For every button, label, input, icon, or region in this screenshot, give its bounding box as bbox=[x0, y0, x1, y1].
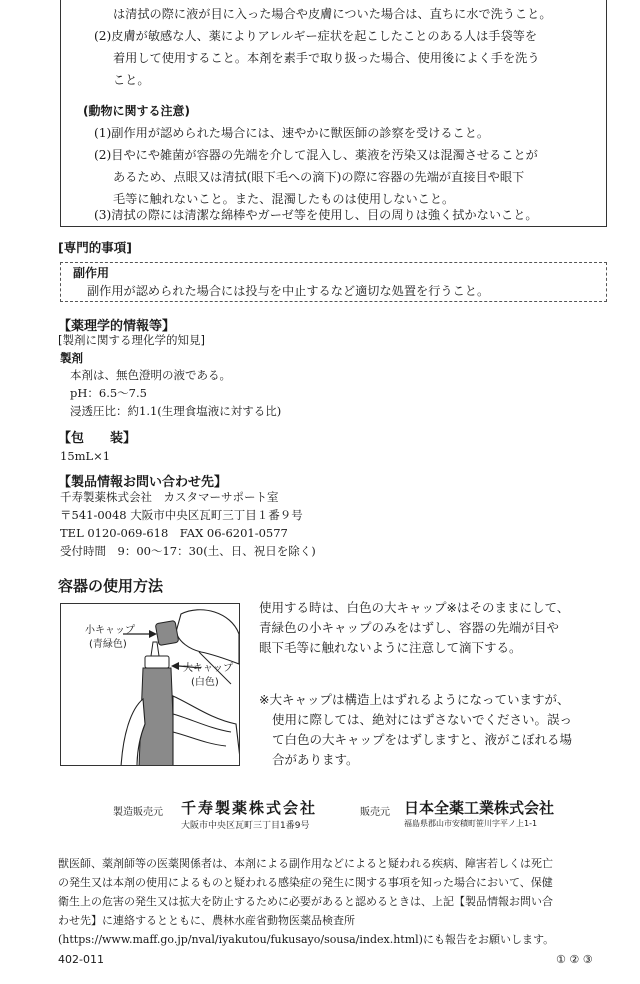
seller-address: 福島県郡山市安積町笹川字平ノ上1-1 bbox=[404, 819, 538, 828]
pharmacology-heading: 【薬理学的情報等】 bbox=[58, 319, 176, 334]
specialist-heading: [専門的事項] bbox=[58, 240, 132, 255]
precaution-item-2: (2)皮膚が敏感な人、薬によりアレルギー症状を起こしたことのある人は手袋等を bbox=[94, 29, 538, 43]
contact-tel: TEL 0120-069-618 FAX 06-6201-0577 bbox=[60, 526, 288, 540]
precaution-item-2-cont: 着用して使用すること。本剤を素手で取り扱った場合、使用後によく手を洗う bbox=[113, 51, 540, 65]
large-cap-label: 大キャップ bbox=[183, 663, 233, 674]
revision-marks: ① ② ③ bbox=[556, 953, 593, 966]
large-cap-color: (白色) bbox=[191, 677, 219, 688]
pharmacology-subheading: [製剤に関する理化学的知見] bbox=[58, 333, 205, 347]
precaution-line: は清拭の際に液が目に入った場合や皮膚についた場合は、直ちに水で洗うこと。 bbox=[113, 7, 552, 21]
maker-address: 大阪市中央区瓦町三丁目1番9号 bbox=[181, 821, 310, 831]
usage-note-3: て白色の大キャップをはずしますと、液がこぼれる場 bbox=[272, 732, 573, 747]
usage-instruction-3: 眼下毛等に触れないように注意して滴下する。 bbox=[259, 640, 522, 655]
side-effect-title: 副作用 bbox=[73, 266, 110, 280]
animal-item-2-cont: あるため、点眼又は清拭(眼下毛への滴下)の際に容器の先端が直接目や眼下 bbox=[113, 170, 525, 184]
usage-note-1: ※大キャップは構造上はずれるようになっていますが、 bbox=[259, 692, 570, 707]
animal-item-2-cont: 毛等に触れないこと。また、混濁したものは使用しないこと。 bbox=[113, 192, 455, 206]
report-note-line: の発生又は本剤の使用によるものと疑われる感染症の発生に関する事項を知った場合において、保健 bbox=[58, 876, 553, 889]
document-code: 402-011 bbox=[58, 953, 104, 966]
formulation-osmotic: 浸透圧比：約1.1(生理食塩液に対する比) bbox=[70, 404, 282, 418]
animal-item-3: (3)清拭の際には清潔な綿棒やガーゼ等を使用し、目の周りは強く拭かないこと。 bbox=[94, 208, 538, 222]
contact-address: 〒541-0048 大阪市中央区瓦町三丁目１番９号 bbox=[60, 508, 303, 522]
animal-item-1: (1)副作用が認められた場合には、速やかに獣医師の診察を受けること。 bbox=[94, 126, 490, 140]
report-note-line: 獣医師、薬剤師等の医薬関係者は、本剤による副作用などによると疑われる疾病、障害若しくは死亡 bbox=[58, 857, 553, 870]
small-cap-label: 小キャップ bbox=[85, 625, 135, 636]
usage-instruction-2: 青緑色の小キャップのみをはずし、容器の先端が目や bbox=[259, 620, 560, 635]
maker-name: 千寿製薬株式会社 bbox=[181, 799, 318, 817]
contact-company: 千寿製薬株式会社 カスタマーサポート室 bbox=[60, 490, 279, 504]
usage-instruction-1: 使用する時は、白色の大キャップ※はそのままにして、 bbox=[259, 600, 570, 615]
formulation-title: 製剤 bbox=[60, 351, 83, 365]
maker-role: 製造販売元 bbox=[113, 807, 163, 818]
small-cap-color: (青緑色) bbox=[89, 639, 127, 650]
report-note-line: 衛生上の危害の発生又は拡大を防止するために必要があると認めるときは、上記【製品情報お問い合 bbox=[58, 895, 553, 908]
side-effect-box bbox=[60, 262, 607, 302]
container-usage-heading: 容器の使用方法 bbox=[58, 577, 164, 595]
precaution-item-2-cont: こと。 bbox=[113, 73, 150, 87]
packaging-heading: 【包 装】 bbox=[58, 431, 137, 446]
report-note-url: (https://www.maff.go.jp/nval/iyakutou/fukusayo/sousa/index.html)にも報告をお願いします。 bbox=[58, 933, 555, 946]
seller-name: 日本全薬工業株式会社 bbox=[404, 799, 555, 817]
animal-item-2: (2)目やにや雑菌が容器の先端を介して混入し、薬液を汚染又は混濁させることが bbox=[94, 148, 538, 162]
contact-hours: 受付時間 9：00～17：30(土、日、祝日を除く) bbox=[60, 544, 316, 558]
report-note-line: わせ先】に連絡するとともに、農林水産省動物医薬品検査所 bbox=[58, 914, 355, 927]
usage-note-4: 合があります。 bbox=[272, 752, 359, 767]
precautions-box bbox=[60, 0, 607, 227]
packaging-value: 15mL×1 bbox=[60, 449, 111, 463]
usage-note-2: 使用に際しては、絶対にはずさないでください。誤っ bbox=[272, 712, 573, 727]
contact-heading: 【製品情報お問い合わせ先】 bbox=[58, 475, 228, 490]
side-effect-text: 副作用が認められた場合には投与を中止するなど適切な処置を行うこと。 bbox=[87, 284, 490, 298]
animal-precautions-heading: (動物に関する注意) bbox=[83, 104, 190, 118]
container-illustration bbox=[60, 603, 240, 766]
formulation-ph: pH：6.5～7.5 bbox=[70, 386, 147, 400]
seller-role: 販売元 bbox=[360, 807, 390, 818]
formulation-line: 本剤は、無色澄明の液である。 bbox=[70, 368, 231, 382]
